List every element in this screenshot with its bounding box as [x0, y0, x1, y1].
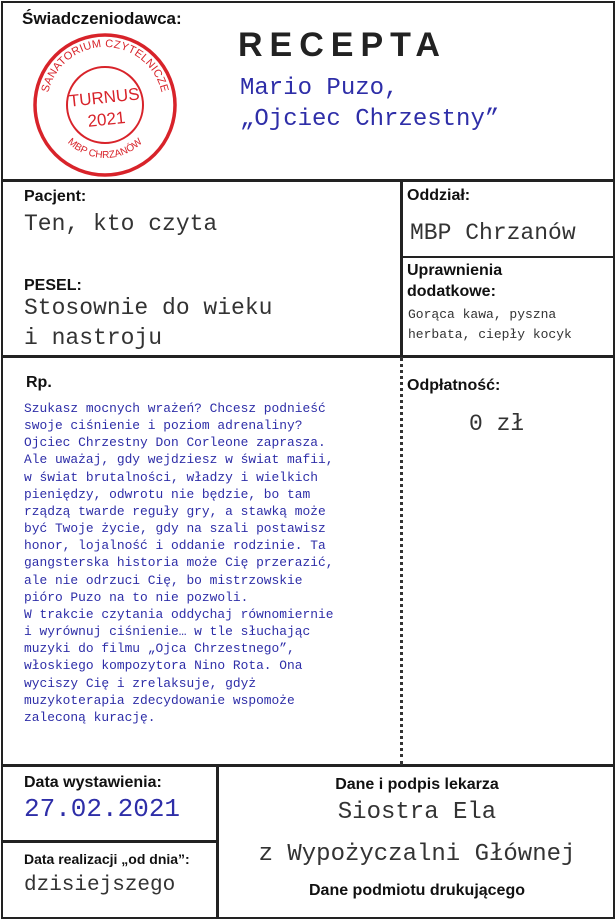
patient-value: Ten, kto czyta — [24, 211, 218, 237]
rp-text — [24, 400, 396, 726]
payment-value: 0 zł — [469, 411, 525, 437]
pesel-value-line2: i nastroju — [24, 325, 163, 351]
stamp-line1: TURNUS — [67, 84, 141, 111]
rp-line: W trakcie czytania oddychaj równomiernie — [24, 606, 334, 622]
provider-label: Świadczeniodawca: — [22, 9, 182, 28]
rp-line: gangsterska historia może Cię przerazić, — [24, 555, 334, 571]
doctor-name: Siostra Ela — [337, 799, 497, 826]
book-title: „Ojciec Chrzestny” — [240, 106, 500, 133]
payment-label: Odpłatność: — [407, 377, 501, 394]
rp-line: wyciszy Cię i zrelaksuje, gdyż — [24, 675, 257, 691]
svg-text:MBP CHRZANÓW — [65, 136, 145, 161]
divider-dept — [400, 180, 403, 357]
stamp-top-arc: SANATORIUM CZYTELNICZE — [39, 37, 171, 94]
divider-patient — [1, 355, 615, 358]
rp-line: Ojciec Chrzestny Don Corleone zaprasza. — [24, 435, 326, 451]
entitlements-label-line2: dodatkowe: — [407, 283, 496, 300]
stamp-line2: 2021 — [86, 107, 127, 131]
rp-line: muzykoterapia zdecydowanie wspomoże — [24, 692, 295, 708]
issue-date-label: Data wystawienia: — [24, 774, 162, 791]
divider-rp — [1, 764, 615, 767]
doctor-place: z Wypożyczalni Głównej — [258, 841, 576, 868]
rp-line: włoskiego kompozytora Nino Rota. Ona — [24, 658, 303, 674]
svg-text:SANATORIUM CZYTELNICZE — [40, 38, 171, 94]
doctor-label: Dane i podpis lekarza — [335, 776, 499, 793]
rp-line: i wyrównuj ciśnienie… w tle słuchając — [24, 624, 311, 640]
rp-line: zaleconą kurację. — [24, 709, 156, 725]
rp-label: Rp. — [26, 374, 52, 391]
rp-line: w świat brutalności, władzy i wielkich — [24, 469, 318, 485]
divider-rp-payment — [400, 357, 403, 765]
rp-line: rządzą twarde reguły gry, a stawką może — [24, 503, 326, 519]
divider-dept-entitlements — [401, 256, 615, 258]
stamp-bottom-arc: MBP CHRZANÓW — [65, 136, 145, 162]
rp-line: pieniędzy, odwrotu nie będzie, bo tam — [24, 486, 311, 502]
department-label: Oddział: — [407, 187, 471, 204]
rp-line: Szukasz mocnych wrażeń? Chcesz podnieść — [24, 401, 326, 416]
rp-line: muzyki do filmu „Ojca Chrzestnego”, — [24, 641, 295, 657]
entitlements-value-line2: herbata, ciepły kocyk — [408, 327, 572, 342]
realization-date-label: Data realizacji „od dnia”: — [24, 851, 190, 867]
library-stamp — [30, 30, 180, 180]
pesel-label: PESEL: — [24, 277, 82, 294]
printer-label: Dane podmiotu drukującego — [308, 882, 525, 899]
divider-dates — [1, 840, 217, 843]
document-title: RECEPTA — [238, 26, 447, 64]
rp-line: Ale uważaj, gdy wejdziesz w świat mafii, — [24, 452, 334, 468]
issue-date-value: 27.02.2021 — [24, 794, 181, 824]
pesel-value-line1: Stosownie do wieku — [24, 295, 273, 321]
patient-label: Pacjent: — [24, 188, 87, 205]
rp-line: pióro Puzo na to nie pozwoli. — [24, 589, 249, 605]
entitlements-label-line1: Uprawnienia — [407, 262, 503, 279]
realization-date-value: dzisiejszego — [24, 874, 176, 897]
rp-line: swoje ciśnienie i poziom adrenaliny? — [24, 418, 303, 434]
department-value: MBP Chrzanów — [410, 220, 576, 246]
entitlements-value-line1: Gorąca kawa, pyszna — [408, 307, 557, 322]
rp-line: być Twoje życie, gdy na szali postawisz — [24, 521, 326, 537]
book-author: Mario Puzo, — [240, 75, 399, 102]
rp-line: ale nie odrzuci Cię, bo mistrzowskie — [24, 572, 303, 588]
rp-line: honor, lojalność i oddanie rodzinie. Ta — [24, 538, 326, 554]
